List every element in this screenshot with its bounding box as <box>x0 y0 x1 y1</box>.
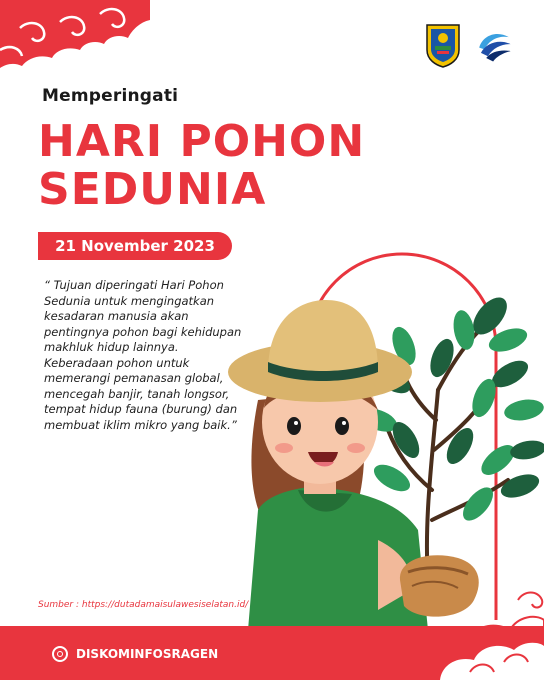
woman-holding-tree-illustration <box>228 280 544 630</box>
logo-row <box>424 22 514 68</box>
intro-text: Memperingati <box>42 86 179 106</box>
instagram-icon <box>52 646 68 662</box>
title-line-2: SEDUNIA <box>38 164 267 215</box>
quote-text: “ Tujuan diperingati Hari Pohon Sedunia untuk mengingatkan kesadaran manusia akan pentingnya pohon bagi kehidupan makhluk hidup lainnya. Keberadaan pohon untuk memerangi pemanasan global, mencegah banjir, tanah longsor, tempat hidup fauna (burung) dan membuat iklim mikro yang baik.” <box>44 278 242 432</box>
tree-leaves <box>356 291 544 525</box>
footer-handle[interactable] <box>52 646 218 662</box>
ministry-logo-icon <box>474 25 514 65</box>
page-title <box>38 118 365 214</box>
cloud-ornament-top-left <box>0 0 150 70</box>
source-text: Sumber : https://dutadamaisulawesiselatan.id/ <box>38 600 249 610</box>
regency-emblem-icon <box>424 22 462 68</box>
cloud-ornament-footer <box>440 620 544 680</box>
date-badge: 21 November 2023 <box>38 232 232 260</box>
footer-handle-label: DISKOMINFOSRAGEN <box>76 647 219 661</box>
title-line-1: HARI POHON <box>38 116 366 167</box>
